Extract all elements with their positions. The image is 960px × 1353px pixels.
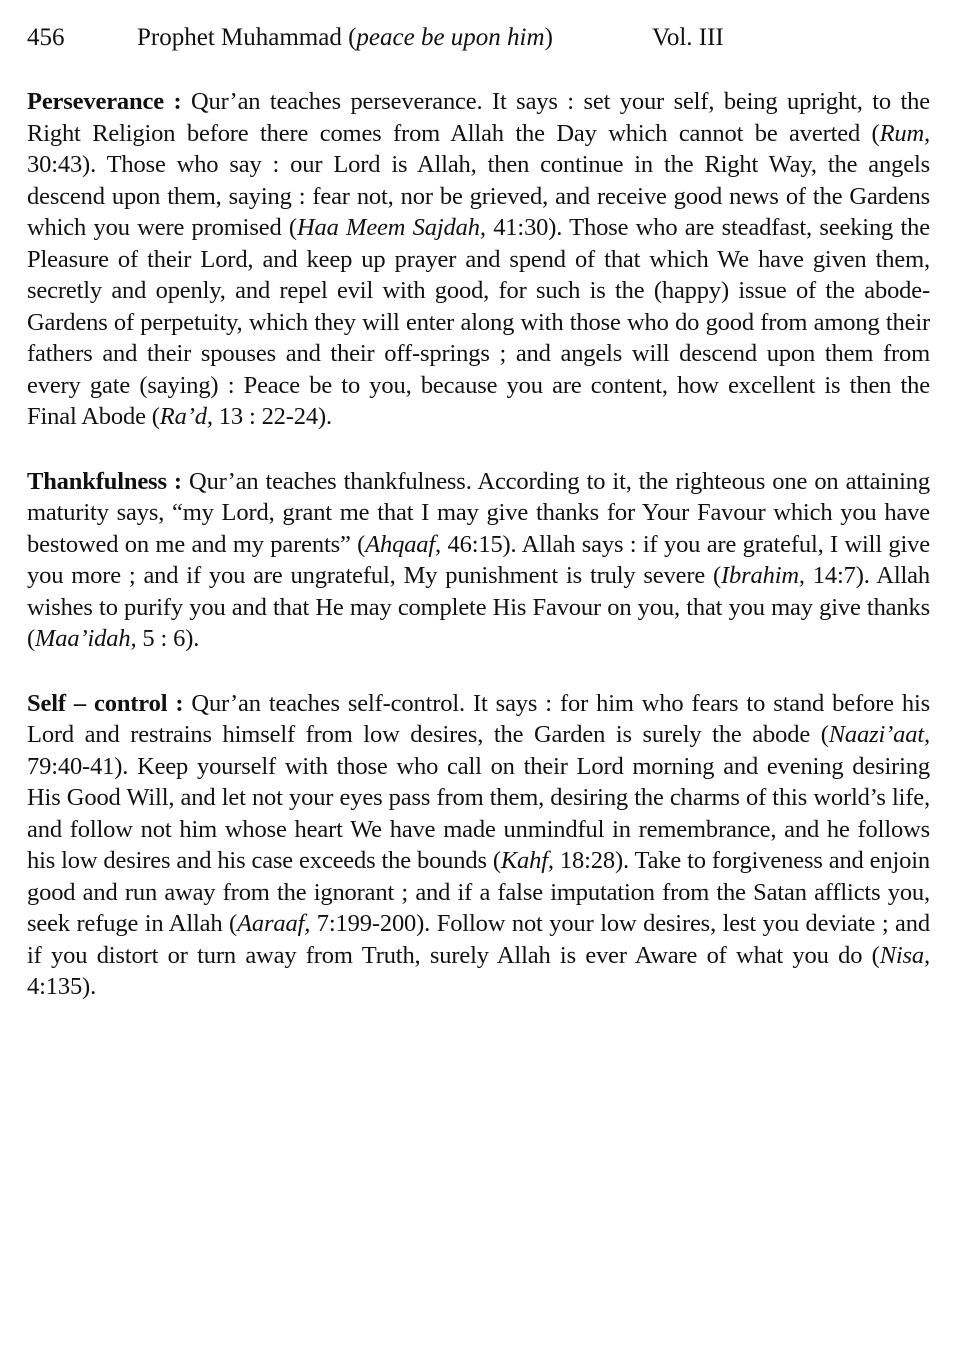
text-segment: Qur’an teaches self-control. It says : for him who fears to stand before his Lord and restrains himself from low desires, the Garden is surely the abode ( (27, 689, 931, 748)
text-segment: 18:28). Take to forgiveness and enjoin good and run away from the ignorant ; and if a false imputation from the Satan afflicts you, seek refuge in Allah ( (27, 847, 930, 937)
citation-surah: Kahf, (500, 847, 554, 874)
book-title-text: Prophet Muhammad ( (137, 24, 357, 51)
citation-surah: Maa’idah, (35, 625, 137, 652)
citation-surah: Ahqaaf, (365, 530, 442, 558)
text-segment: 5 : 6). (136, 625, 200, 652)
text-segment: 13 : 22-24). (212, 403, 332, 430)
citation-surah: Haa Meem Sajdah, (296, 214, 486, 241)
book-title-italic: peace be upon him (356, 24, 545, 51)
citation-surah: Aaraaf, (237, 910, 311, 937)
running-header (27, 22, 933, 56)
page-number: 456 (27, 24, 65, 51)
citation-surah: Rum, (879, 119, 930, 147)
body-text (27, 86, 930, 1036)
paragraph-heading: Self – control : (27, 689, 184, 717)
book-title (137, 22, 553, 54)
text-segment: 14:7). Allah wishes to purify you and that He may complete His Favour on you, that you may give thanks ( (27, 562, 930, 652)
text-segment: 41:30). Those who are steadfast, seeking the Pleasure of their Lord, and keep up prayer and spend of that which We have given them, secretly and openly, and repel evil with good, for such is the (happy) issue of the abode-Gardens of perpetuity, which they will enter along with those who do good from among their fathers and their spouses and their off-springs ; and angels will descend upon them from every gate (saying) : Peace be to you, because you are content, how excellent is then the Final Abode ( (27, 214, 931, 430)
text-segment: 30:43). Those who say : our Lord is Allah, then continue in the Right Way, the angels descend upon them, saying : fear not, nor be grieved, and receive good news of the Gardens which you were promised ( (27, 151, 930, 241)
text-segment: 7:199-200). Follow not your low desires, lest you deviate ; and if you distort or turn away from Truth, surely Allah is ever Aware of what you do ( (27, 910, 930, 969)
text-segment: 46:15). Allah says : if you are grateful, I will give you more ; and if you are ungrateful, My punishment is truly severe ( (27, 530, 930, 589)
text-segment: 4:135). (27, 973, 97, 1000)
citation-surah: Nisa, (879, 941, 930, 969)
paragraph-self-control (27, 688, 930, 1003)
paragraph-heading: Thankfulness : (27, 467, 182, 495)
book-title-close: ) (544, 24, 553, 51)
paragraph-thankfulness (27, 466, 930, 655)
paragraph-perseverance (27, 86, 930, 433)
text-segment: Qur’an teaches perseverance. It says : set your self, being upright, to the Right Religion before there comes from Allah the Day which cannot be averted ( (27, 88, 930, 147)
volume-label: Vol. III (652, 24, 724, 51)
paragraph-heading: Perseverance : (27, 88, 182, 115)
text-segment: 79:40-41). Keep yourself with those who call on their Lord morning and evening desiring His Good Will, and let not your eyes pass from them, desiring the charms of this world’s life, and follow not him whose heart We have made unmindful in remembrance, and he follows his low desires and his case exceeds the bounds ( (27, 752, 930, 874)
text-segment: Qur’an teaches thankfulness. According to it, the righteous one on attaining maturity says, “my Lord, grant me that I may give thanks for Your Favour which you have bestowed on me and my parents” ( (27, 467, 930, 558)
citation-surah: Ibrahim, (721, 562, 805, 589)
citation-surah: Naazi’aat, (828, 721, 930, 748)
citation-surah: Ra’d, (159, 403, 213, 430)
